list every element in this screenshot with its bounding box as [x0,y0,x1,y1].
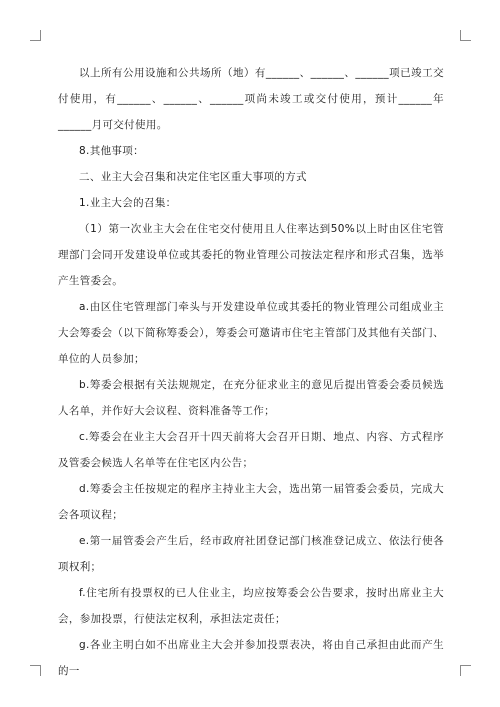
crop-mark-top-right [460,30,471,41]
crop-mark-bottom-right [460,665,471,676]
section-heading-meeting-method: 二、业主大会召集和决定住宅区重大事项的方式 [79,171,307,183]
document-body [58,60,444,684]
list-item-b: b.筹委会根据有关法规规定，在充分征求业主的意见后提出管委会委员候选人名单，并作好大会议程、资料准备等工作； [58,379,444,417]
paragraph-other-matters: 8.其他事项： [79,145,144,157]
subheading-meeting-convening: 1.业主大会的召集： [79,197,177,209]
paragraph-first-meeting: （1）第一次业主大会在住宅交付使用且人住率达到50%以上时由区住宅管理部门会同开发建设单位或其委托的物业管理公司按法定程序和形式召集，选举产生管委会。 [58,223,444,287]
list-item-f: f.住宅所有投票权的已人住业主，均应按筹委会公告要求，按时出席业主大会，参加投票，行使法定权利，承担法定责任； [58,587,444,625]
list-item-g: g.各业主明白如不出席业主大会并参加投票表决，将由自己承担由此而产生的一 [58,639,444,677]
list-item-a: a.由区住宅管理部门牵头与开发建设单位或其委托的物业管理公司组成业主大会筹委会（以下简称筹委会），筹委会可邀请市住宅主管部门及其他有关部门、单位的人员参加； [58,301,444,365]
crop-mark-top-left [30,30,41,41]
crop-mark-bottom-left [30,665,41,676]
list-item-c: c.筹委会在业主大会召开十四天前将大会召开日期、地点、内容、方式程序及管委会候选人名单等在住宅区内公告； [58,431,444,469]
paragraph-facilities: 以上所有公用设施和公共场所（地）有______、______、______项已竣工交付使用，有______、______、______项尚未竣工或交付使用，预计______年______月可交付使用。 [58,67,444,131]
list-item-e: e.第一届管委会产生后，经市政府社团登记部门核准登记成立、依法行使各项权利； [58,535,444,573]
list-item-d: d.筹委会主任按规定的程序主持业主大会，选出第一届管委会委员，完成大会各项议程； [58,483,444,521]
